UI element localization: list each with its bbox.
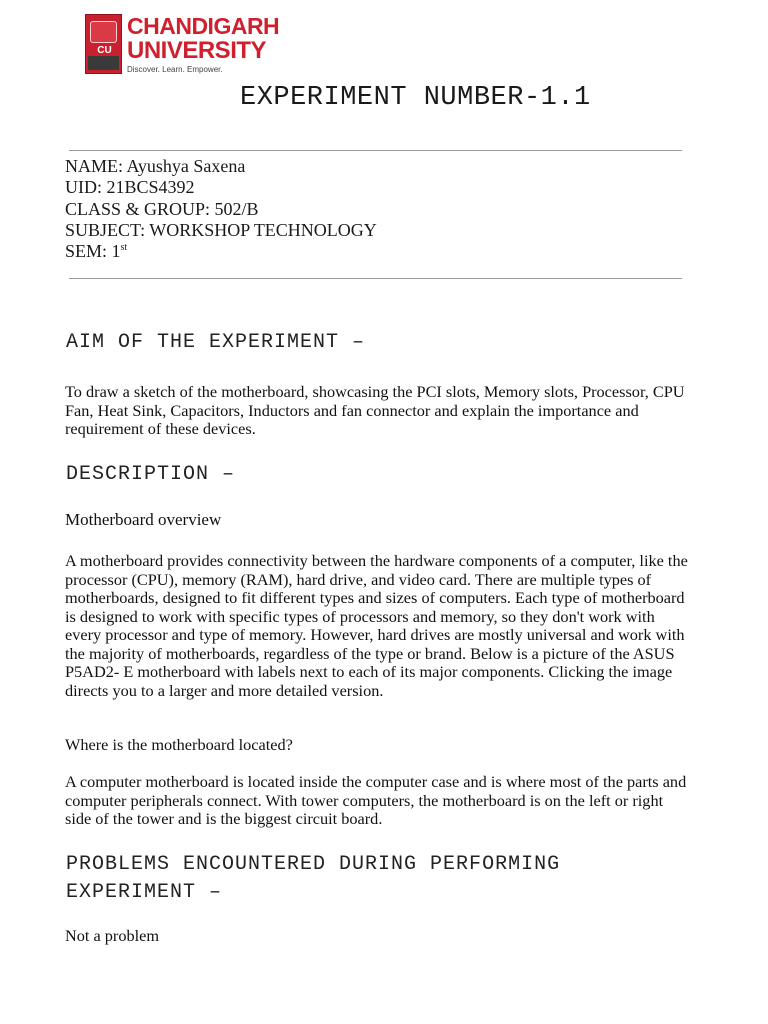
description-subheading: Motherboard overview <box>65 510 222 529</box>
seal-band <box>88 56 119 70</box>
problems-text: Not a problem <box>65 926 160 945</box>
student-info <box>65 156 377 262</box>
seal-emblem-icon <box>90 21 117 43</box>
semester-label: SEM: 1 <box>65 241 121 262</box>
logo-tagline: Discover. Learn. Empower. <box>127 65 223 74</box>
problems-heading: PROBLEMS ENCOUNTERED DURING PERFORMING EXPERIMENT – <box>66 853 561 904</box>
student-name: NAME: Ayushya Saxena <box>65 156 246 176</box>
university-logo <box>85 13 280 76</box>
aim-text: To draw a sketch of the motherboard, showcasing the PCI slots, Memory slots, Processor, CPU Fan, Heat Sink, Capacitors, Inductors and fan connector and explain the importance and requirement of these devices. <box>65 382 685 438</box>
semester-suffix: st <box>120 242 128 254</box>
description-intro: A motherboard provides connectivity between the hardware components of a computer, like the processor (CPU), memory (RAM), hard drive, and video card. There are multiple types of motherboards, designed to fit different types and sizes of computers. Each type of motherboard is designed to work with specific types of processors and memory, so they don't work with every processor and type of memory. However, hard drives are mostly universal and work with the majority of motherboards, regardless of the type or brand. Below is a picture of the ASUS P5AD2- E motherboard with labels next to each of its major components. Clicking the image directs you to a larger and more detailed version. <box>65 551 688 700</box>
logo-name-line2: UNIVERSITY <box>127 37 267 64</box>
location-answer: A computer motherboard is located inside the computer case and is where most of the parts and computer peripherals connect. With tower computers, the motherboard is on the left or right side of the tower and is the biggest circuit board. <box>65 772 687 828</box>
student-class-group: CLASS & GROUP: 502/B <box>65 198 259 219</box>
divider-bottom <box>69 278 682 279</box>
aim-heading: AIM OF THE EXPERIMENT – <box>66 331 366 354</box>
logo-name-line1: CHANDIGARH <box>127 13 280 39</box>
location-question: Where is the motherboard located? <box>65 735 293 754</box>
university-seal-icon <box>85 14 122 74</box>
student-subject: SUBJECT: WORKSHOP TECHNOLOGY <box>65 219 377 240</box>
seal-text: CU <box>97 45 112 56</box>
document-title: EXPERIMENT NUMBER-1.1 <box>240 83 591 113</box>
student-uid: UID: 21BCS4392 <box>65 177 195 198</box>
student-semester <box>65 241 377 262</box>
description-heading: DESCRIPTION – <box>66 463 236 486</box>
divider-top <box>69 150 682 151</box>
